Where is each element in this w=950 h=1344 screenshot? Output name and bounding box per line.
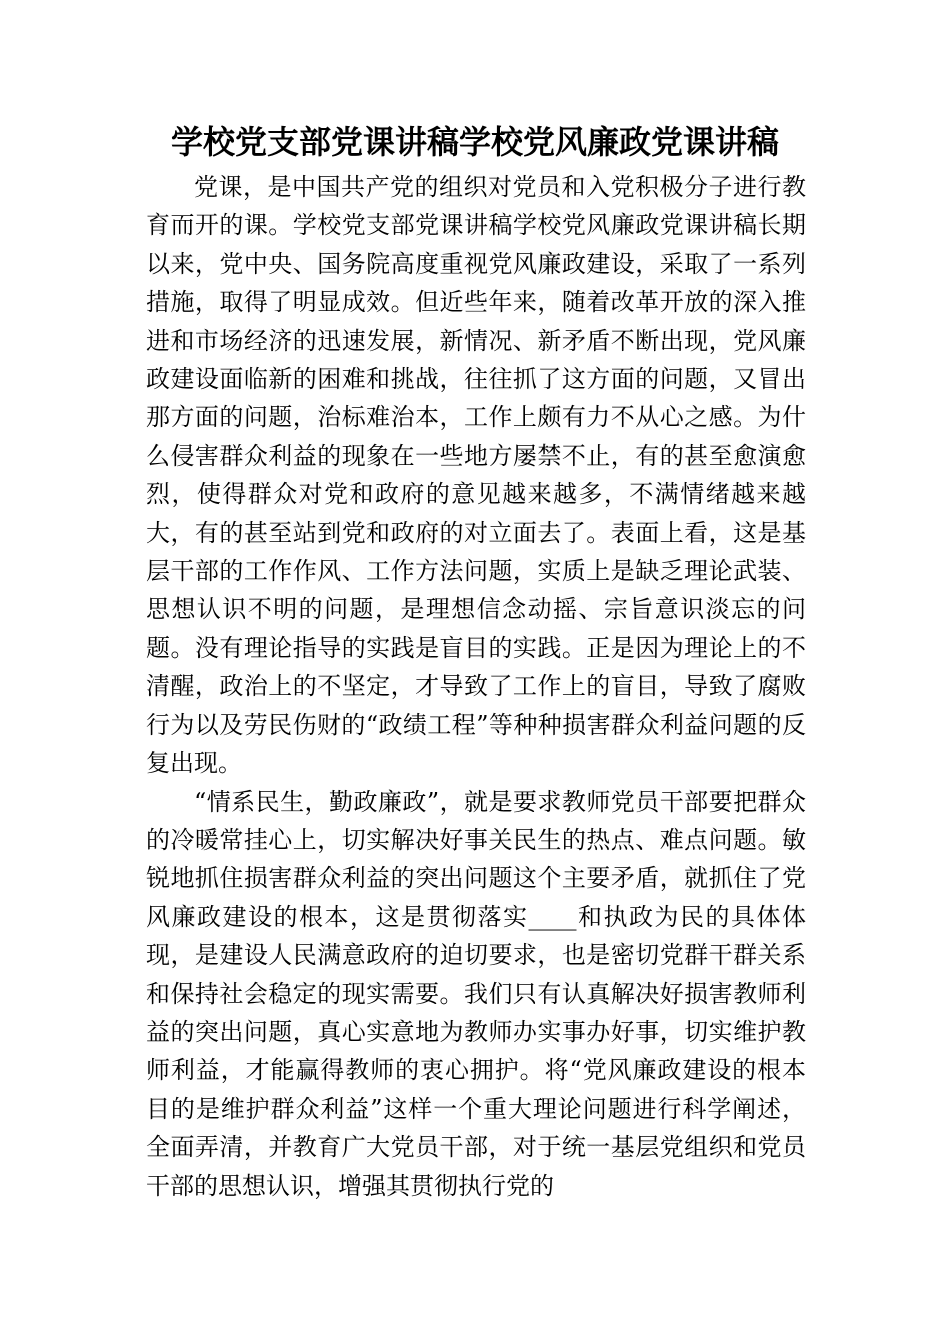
paragraph-1: 党课，是中国共产党的组织对党员和入党积极分子进行教育而开的课。学校党支部党课讲稿学校党风廉政党课讲稿长期以来，党中央、国务院高度重视党风廉政建设，采取了一系列措施，取得了明显成效。但近些年来，随着改革开放的深入推进和市场经济的迅速发展，新情况、新矛盾不断出现，党风廉政建设面临新的困难和挑战，往往抓了这方面的问题，又冒出那方面的问题，治标难治本，工作上颇有力不从心之感。为什么侵害群众利益的现象在一些地方屡禁不止，有的甚至愈演愈烈，使得群众对党和政府的意见越来越多，不满情绪越来越大，有的甚至站到党和政府的对立面去了。表面上看，这是基层干部的工作作风、工作方法问题，实质上是缺乏理论武装、思想认识不明的问题，是理想信念动摇、宗旨意识淡忘的问题。没有理论指导的实践是盲目的实践。正是因为理论上的不清醒，政治上的不坚定，才导致了工作上的盲目，导致了腐败行为以及劳民伤财的“政绩工程”等种种损害群众利益问题的反复出现。 xyxy=(146,173,806,778)
paragraph-2: “情系民生，勤政廉政”，就是要求教师党员干部要把群众的冷暖常挂心上，切实解决好事关民生的热点、难点问题。敏锐地抓住损害群众利益的突出问题这个主要矛盾，就抓住了党风廉政建设的根本，这是贯彻落实____和执政为民的具体体现，是建设人民满意政府的迫切要求，也是密切党群干群关系和保持社会稳定的现实需要。我们只有认真解决好损害教师利益的突出问题，真心实意地为教师办实事办好事，切实维护教师利益，才能赢得教师的衷心拥护。将“党风廉政建设的根本目的是维护群众利益”这样一个重大理论问题进行科学阐述，全面弄清，并教育广大党员干部，对于统一基层党组织和党员干部的思想认识，增强其贯彻执行党的 xyxy=(146,787,806,1200)
document-body xyxy=(146,168,806,1205)
document-title: 学校党支部党课讲稿学校党风廉政党课讲稿 xyxy=(170,123,779,161)
